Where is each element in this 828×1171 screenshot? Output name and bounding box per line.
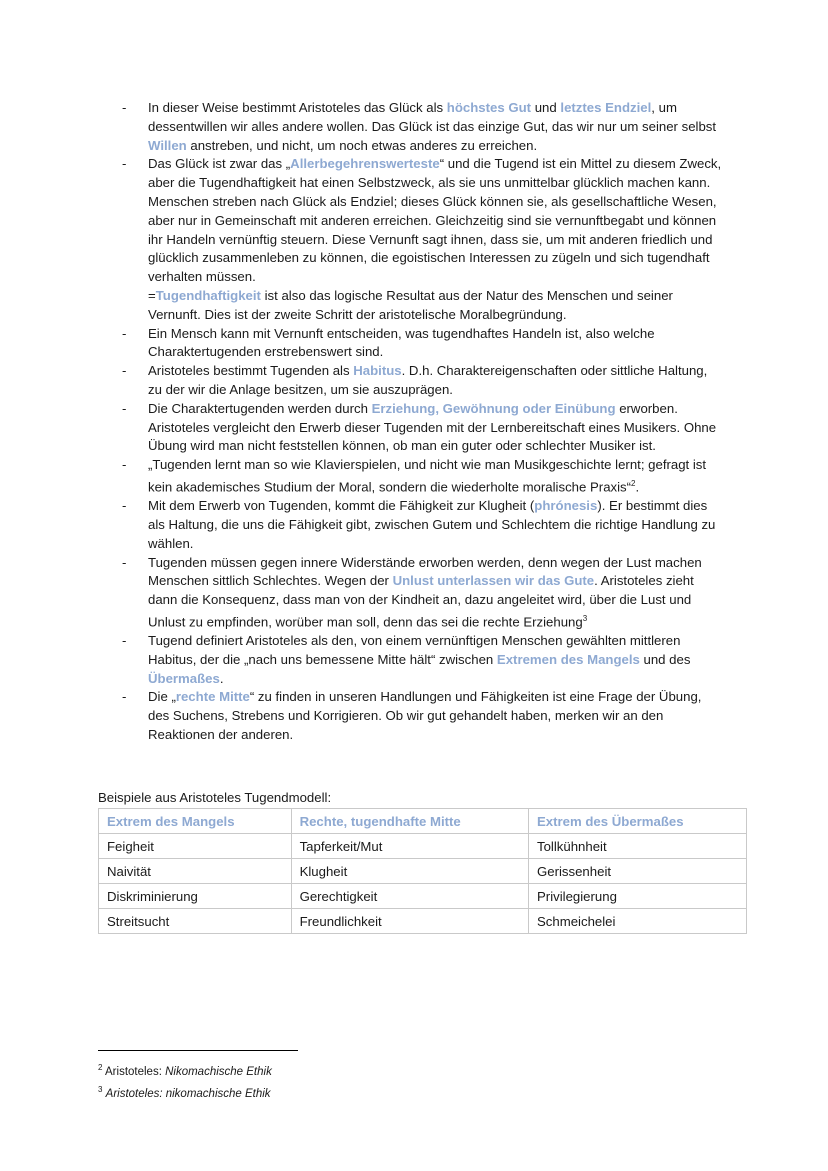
header-excess: Extrem des Übermaßes	[529, 809, 747, 834]
bullet-dash: -	[122, 498, 127, 514]
footnote-ref: 2	[631, 478, 636, 488]
bullet-dash: -	[122, 100, 127, 115]
text-run: Tugend definiert Aristoteles als den, von einem vernünftigen Menschen gewählten mittleren Habitus, der die „nach uns bemessene Mitte hält“ zwischen	[148, 633, 681, 667]
bullet-dash: -	[122, 457, 127, 473]
text-run: “ und die Tugend ist ein Mittel zu diesem Zweck, aber die Tugendhaftigkeit hat einen Selbstzweck, als sie uns unmittelbar glücklich machen kann.	[148, 156, 722, 191]
highlighted-term: Allerbegehrenswerteste	[290, 156, 440, 172]
virtue-table	[98, 808, 747, 934]
bullet-dash: -	[122, 633, 127, 649]
highlighted-term: rechte Mitte	[175, 689, 250, 705]
table-cell: Streitsucht	[99, 909, 292, 934]
text-run: . Aristoteles zieht dann die Konsequenz, dass man von der Kindheit an, dazu angeleitet wird, über die Lust und Unlust zu empfinden, worüber man soll, denn das sei die rechte Erziehung	[148, 573, 694, 630]
text-run: ist also das logische Resultat aus der Natur des Menschen und seiner Vernunft. Dies ist der zweite Schritt der aristotelische Moralbegründung.	[148, 287, 673, 322]
text-run: “ zu finden in unseren Handlungen und Fähigkeiten ist eine Frage der Übung, des Suchens, Strebens und Korrigieren. Ob wir gut gehandelt haben, merken wir an den Reaktionen der anderen.	[148, 689, 702, 743]
list-item	[122, 99, 722, 155]
table-row	[99, 909, 747, 934]
text-run: .	[219, 670, 224, 686]
table-header-row	[99, 809, 747, 834]
footnotes	[98, 1059, 272, 1103]
text-run: Menschen streben nach Glück als Endziel; dieses Glück können sie, als gesellschaftliche Wesen, aber nur in Gemeinschaft mit anderen erreichen. Gleichzeitig sind sie vernunftbegabt und können ihr Handeln vernünftig steuern. Diese Vernunft sagt ihnen, dass sie, um mit anderen friedlich und glücklich zusammenleben zu können, die egoistischen Interessen zu zügeln und sich tugendhaft verhalten müssen.	[148, 193, 717, 285]
text-run: erworben. Aristoteles vergleicht den Erwerb dieser Tugenden mit der Lernbereitschaft eines Musikers. Ohne Übung wird man nicht feststellen können, ob man ein guter oder schlechter Musiker ist.	[148, 400, 717, 454]
bullet-dash: -	[122, 156, 127, 172]
footnote-separator	[98, 1050, 298, 1051]
table-row	[99, 859, 747, 884]
footnote-title: Nikomachische Ethik	[165, 1065, 272, 1078]
bullet-dash: -	[122, 363, 127, 379]
list-item	[122, 155, 722, 324]
list-item	[122, 688, 722, 744]
table-cell: Schmeichelei	[529, 909, 747, 934]
highlighted-term: Willen	[148, 137, 187, 153]
list-item	[122, 554, 722, 633]
footnote-3	[98, 1081, 272, 1103]
text-run: Die „	[148, 689, 176, 705]
list-item	[122, 456, 722, 497]
bullet-dash: -	[122, 325, 127, 341]
text-run: In dieser Weise bestimmt Aristoteles das Glück als	[148, 100, 447, 115]
table-cell: Feigheit	[99, 834, 292, 859]
highlighted-term: Extremen des Mangels	[496, 651, 640, 667]
highlighted-term: Übermaßes	[148, 670, 220, 686]
text-run: =	[148, 287, 156, 303]
highlighted-term: Unlust unterlassen wir das Gute	[392, 573, 595, 589]
bullet-dash: -	[122, 400, 127, 416]
list-item	[122, 325, 722, 363]
text-run: und	[531, 100, 561, 115]
header-mean: Rechte, tugendhafte Mitte	[291, 809, 528, 834]
footnote-number: 3	[98, 1084, 103, 1094]
list-item	[122, 400, 722, 456]
highlighted-term: Erziehung, Gewöhnung oder Einübung	[371, 400, 616, 416]
footnote-2	[98, 1059, 272, 1081]
text-run: , um dessentwillen wir alles andere wollen. Das Glück ist das einzige Gut, das wir nur um seiner selbst	[148, 100, 717, 134]
list-item	[122, 632, 722, 688]
bullet-dash: -	[122, 554, 127, 570]
text-run: Das Glück ist zwar das „	[148, 156, 291, 172]
bullet-list	[122, 99, 722, 745]
text-run: Die Charaktertugenden werden durch	[148, 400, 372, 416]
table-cell: Privilegierung	[529, 884, 747, 909]
footnote-prefix: Aristoteles:	[105, 1065, 166, 1078]
text-run: Ein Mensch kann mit Vernunft entscheiden, was tugendhaftes Handeln ist, also welche Charaktertugenden erstrebenswert sind.	[148, 325, 655, 360]
list-item	[122, 497, 722, 553]
footnote-ref: 3	[582, 613, 588, 623]
bullet-dash: -	[122, 689, 127, 705]
table-cell: Gerissenheit	[529, 859, 747, 884]
list-item	[122, 362, 722, 400]
footnote-number: 2	[98, 1063, 103, 1072]
highlighted-term: Habitus	[353, 363, 402, 379]
table-caption: Beispiele aus Aristoteles Tugendmodell:	[98, 790, 332, 805]
text-run: und des	[639, 651, 691, 667]
text-run: . D.h. Charaktereigenschaften oder sittliche Haltung, zu der wir die Anlage besitzen, um sie auszuprägen.	[148, 363, 708, 397]
text-run: Mit dem Erwerb von Tugenden, kommt die Fähigkeit zur Klugheit (	[148, 498, 535, 514]
highlighted-term: Tugendhaftigkeit	[155, 287, 261, 303]
table-cell: Klugheit	[291, 859, 528, 884]
text-run: Tugenden müssen gegen innere Widerstände erworben werden, denn wegen der Lust machen Menschen sittlich Schlechtes. Wegen der	[148, 554, 702, 589]
header-deficiency: Extrem des Mangels	[99, 809, 292, 834]
highlighted-term: letztes Endziel	[560, 100, 652, 115]
footnote-prefix: Aristoteles:	[105, 1087, 166, 1100]
table-row	[99, 834, 747, 859]
text-run: Aristoteles bestimmt Tugenden als	[148, 363, 354, 379]
text-run: anstreben, und nicht, um noch etwas anderes zu erreichen.	[186, 137, 538, 153]
table-cell: Gerechtigkeit	[291, 884, 528, 909]
highlighted-term: höchstes Gut	[446, 100, 532, 115]
footnote-title: nikomachische Ethik	[165, 1087, 271, 1100]
highlighted-term: phrónesis	[534, 498, 598, 514]
text-run: .	[635, 479, 640, 495]
table-cell: Tollkühnheit	[529, 834, 747, 859]
table-cell: Naivität	[99, 859, 292, 884]
table-cell: Freundlichkeit	[291, 909, 528, 934]
text-run: „Tugenden lernt man so wie Klavierspielen, und nicht wie man Musikgeschichte lernt; gefragt ist kein akademisches Studium der Moral, sondern die wiederholte moralische Praxis“	[148, 457, 707, 495]
table-cell: Diskriminierung	[99, 884, 292, 909]
text-run: ). Er bestimmt dies als Haltung, die uns die Fähigkeit gibt, zwischen Gutem und Schlechtem die richtige Handlung zu wählen.	[148, 498, 716, 551]
table-row	[99, 884, 747, 909]
table-cell: Tapferkeit/Mut	[291, 834, 528, 859]
